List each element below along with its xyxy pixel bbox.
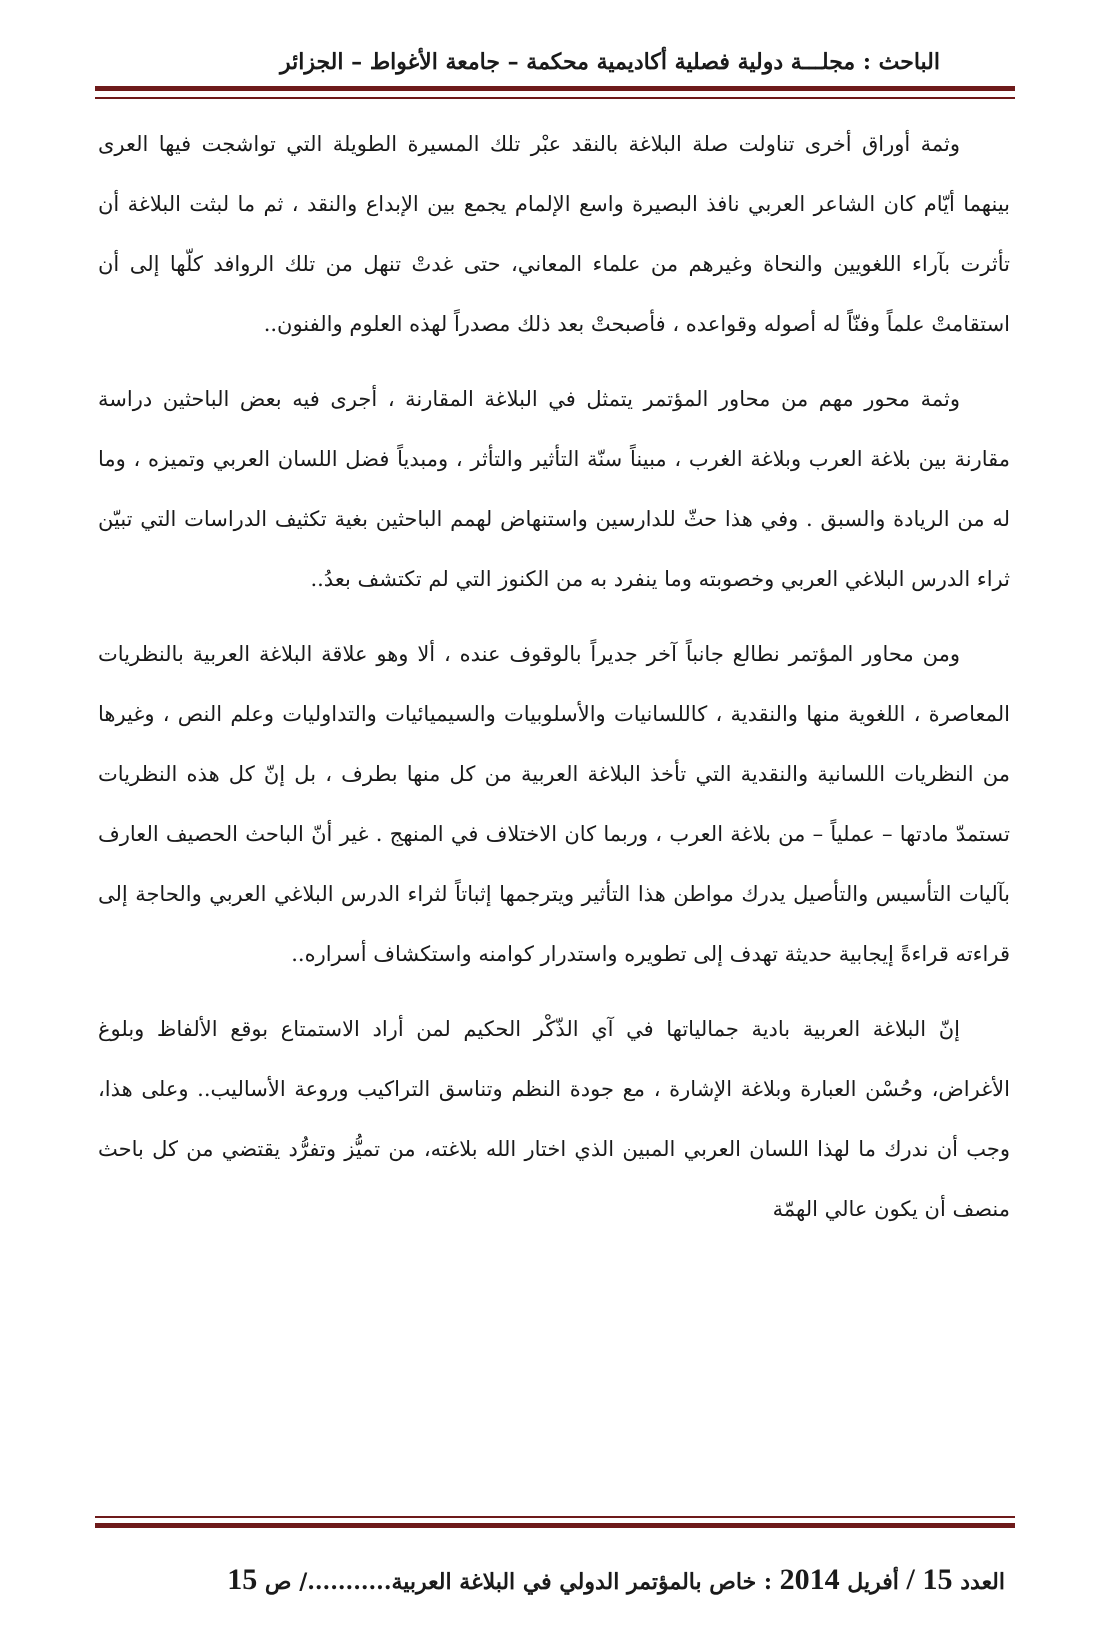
paragraph: ومن محاور المؤتمر نطالع جانباً آخر جديراً بالوقوف عنده ، ألا وهو علاقة البلاغة العربية بالنظريات المعاصرة ، اللغوية منها والنقدية ، كاللسانيات والأسلوبيات والسيميائيات والتداوليات وعلم النص ، وغيرها من النظريات اللسانية والنقدية التي تأخذ البلاغة العربية من كل منها بطرف ، بل إنّ كل هذه النظريات تستمدّ مادتها – عملياً – من بلاغة العرب ، وربما كان الاختلاف في المنهج . غير أنّ الباحث الحصيف العارف بآليات التأسيس والتأصيل يدرك مواطن هذا التأثير ويترجمها إثباتاً لثراء الدرس البلاغي العربي والحاجة إلى قراءته قراءةً إيجابية حديثة تهدف إلى تطويره واستدرار كوامنه واستكشاف أسراره.. bbox=[98, 642, 1010, 966]
article-body bbox=[98, 114, 1010, 1464]
footer-page-number: 15 bbox=[227, 1563, 258, 1596]
journal-header-title: الباحث : مجلـــة دولية فصلية أكاديمية محكمة – جامعة الأغواط – الجزائر bbox=[279, 49, 940, 75]
footer-month: أفريل bbox=[847, 1569, 899, 1595]
header-rule-thin bbox=[95, 97, 1015, 99]
footer-rule-thin bbox=[95, 1516, 1015, 1518]
page-footer bbox=[120, 1560, 1005, 1602]
footer-issue-number: 15 bbox=[922, 1563, 953, 1596]
paragraph: إنّ البلاغة العربية بادية جمالياتها في آي الذّكْر الحكيم لمن أراد الاستمتاع بوقع الألفاظ وبلوغ الأغراض، وحُسْن العبارة وبلاغة الإشارة ، مع جودة النظم وتناسق التراكيب وروعة الأساليب.. وعلى هذا، وجب أن ندرك ما لهذا اللسان العربي المبين الذي اختار الله بلاغته، من تميُّز وتفرُّد يقتضي من كل باحث منصف أن يكون عالي الهمّة bbox=[98, 1017, 1010, 1221]
footer-description: : خاص بالمؤتمر الدولي في البلاغة العربية.........../ bbox=[299, 1569, 772, 1595]
footer-page-word: ص bbox=[264, 1569, 292, 1595]
footer-issue-word: العدد bbox=[960, 1569, 1005, 1595]
footer-rule-thick bbox=[95, 1523, 1015, 1528]
footer-separator: / bbox=[906, 1563, 915, 1596]
header-rule-thick bbox=[95, 86, 1015, 91]
footer-year: 2014 bbox=[779, 1563, 840, 1596]
paragraph: وثمة أوراق أخرى تناولت صلة البلاغة بالنقد عبْر تلك المسيرة الطويلة التي تواشجت فيها العرى بينهما أيّام كان الشاعر العربي نافذ البصيرة واسع الإلمام يجمع بين الإبداع والنقد ، ثم ما لبثت البلاغة أن تأثرت بآراء اللغويين والنحاة وغيرهم من علماء المعاني، حتى غدتْ تنهل من تلك الروافد كلّها إلى أن استقامتْ علماً وفنّاً له أصوله وقواعده ، فأصبحتْ بعد ذلك مصدراً لهذه العلوم والفنون.. bbox=[98, 132, 1010, 336]
paragraph: وثمة محور مهم من محاور المؤتمر يتمثل في البلاغة المقارنة ، أجرى فيه بعض الباحثين دراسة مقارنة بين بلاغة العرب وبلاغة الغرب ، مبيناً سنّة التأثير والتأثر ، ومبدياً فضل اللسان العربي وتميزه ، وما له من الريادة والسبق . وفي هذا حثّ للدارسين واستنهاض لهمم الباحثين بغية تكثيف الدراسات التي تبيّن ثراء الدرس البلاغي العربي وخصوبته وما ينفرد به من الكنوز التي لم تكتشف بعدُ.. bbox=[98, 387, 1010, 591]
